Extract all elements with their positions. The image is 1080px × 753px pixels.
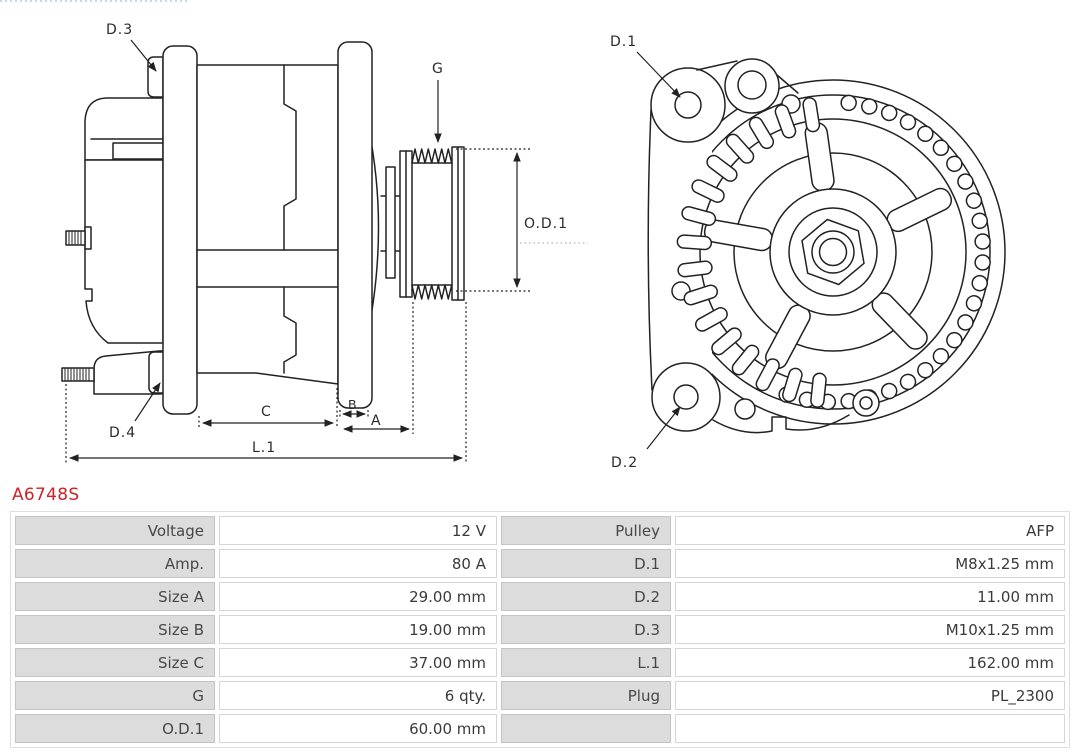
- side-view-drawing: [62, 42, 464, 414]
- spec-label: Voltage: [15, 516, 215, 545]
- front-flange: [338, 42, 372, 408]
- spec-value: 6 qty.: [219, 681, 497, 710]
- spec-value: M10x1.25 mm: [675, 615, 1065, 644]
- spec-value: M8x1.25 mm: [675, 549, 1065, 578]
- label-od1: O.D.1: [524, 216, 569, 232]
- spec-value: AFP: [675, 516, 1065, 545]
- spec-label: Pulley: [501, 516, 671, 545]
- spec-value: PL_2300: [675, 681, 1065, 710]
- rear-cover: [85, 98, 163, 343]
- spec-label: Size C: [15, 648, 215, 677]
- spec-label: Size A: [15, 582, 215, 611]
- part-number: A6748S: [12, 485, 80, 505]
- label-d4: D.4: [109, 425, 137, 441]
- label-a: A: [371, 413, 382, 429]
- spec-label: Amp.: [15, 549, 215, 578]
- spec-label: Plug: [501, 681, 671, 710]
- d2-hole: [674, 385, 698, 409]
- front-view-drawing: [636, 58, 1005, 438]
- spec-value: 60.00 mm: [219, 714, 497, 743]
- spec-label: G: [15, 681, 215, 710]
- spec-label: L.1: [501, 648, 671, 677]
- label-c: C: [261, 404, 272, 420]
- spec-value: 80 A: [219, 549, 497, 578]
- label-d1: D.1: [610, 34, 638, 50]
- spec-table: [10, 511, 1070, 748]
- spec-label: [501, 714, 671, 743]
- label-b: B: [348, 397, 358, 412]
- label-d3: D.3: [106, 22, 134, 38]
- spec-label: Size B: [15, 615, 215, 644]
- spec-label: D.3: [501, 615, 671, 644]
- terminal-stud-upper: [66, 227, 91, 249]
- spec-label: O.D.1: [15, 714, 215, 743]
- terminal-stud-lower: [62, 351, 168, 394]
- page-top-artifact: [0, 0, 188, 2]
- shaft-hub: [770, 189, 896, 315]
- shaft-spacer: [381, 167, 400, 278]
- rear-flange: [163, 46, 197, 414]
- label-g: G: [432, 61, 444, 77]
- spec-label: D.2: [501, 582, 671, 611]
- label-l1: L.1: [252, 440, 277, 456]
- spec-value: 19.00 mm: [219, 615, 497, 644]
- spec-value: 37.00 mm: [219, 648, 497, 677]
- spec-value: 162.00 mm: [675, 648, 1065, 677]
- pulley: [400, 147, 464, 300]
- spec-value: 12 V: [219, 516, 497, 545]
- spec-value: [675, 714, 1065, 743]
- spec-value: 29.00 mm: [219, 582, 497, 611]
- spec-value: 11.00 mm: [675, 582, 1065, 611]
- spec-label: D.1: [501, 549, 671, 578]
- label-d2: D.2: [611, 455, 639, 471]
- stator-body: [197, 65, 338, 384]
- leader-d3: [131, 40, 156, 71]
